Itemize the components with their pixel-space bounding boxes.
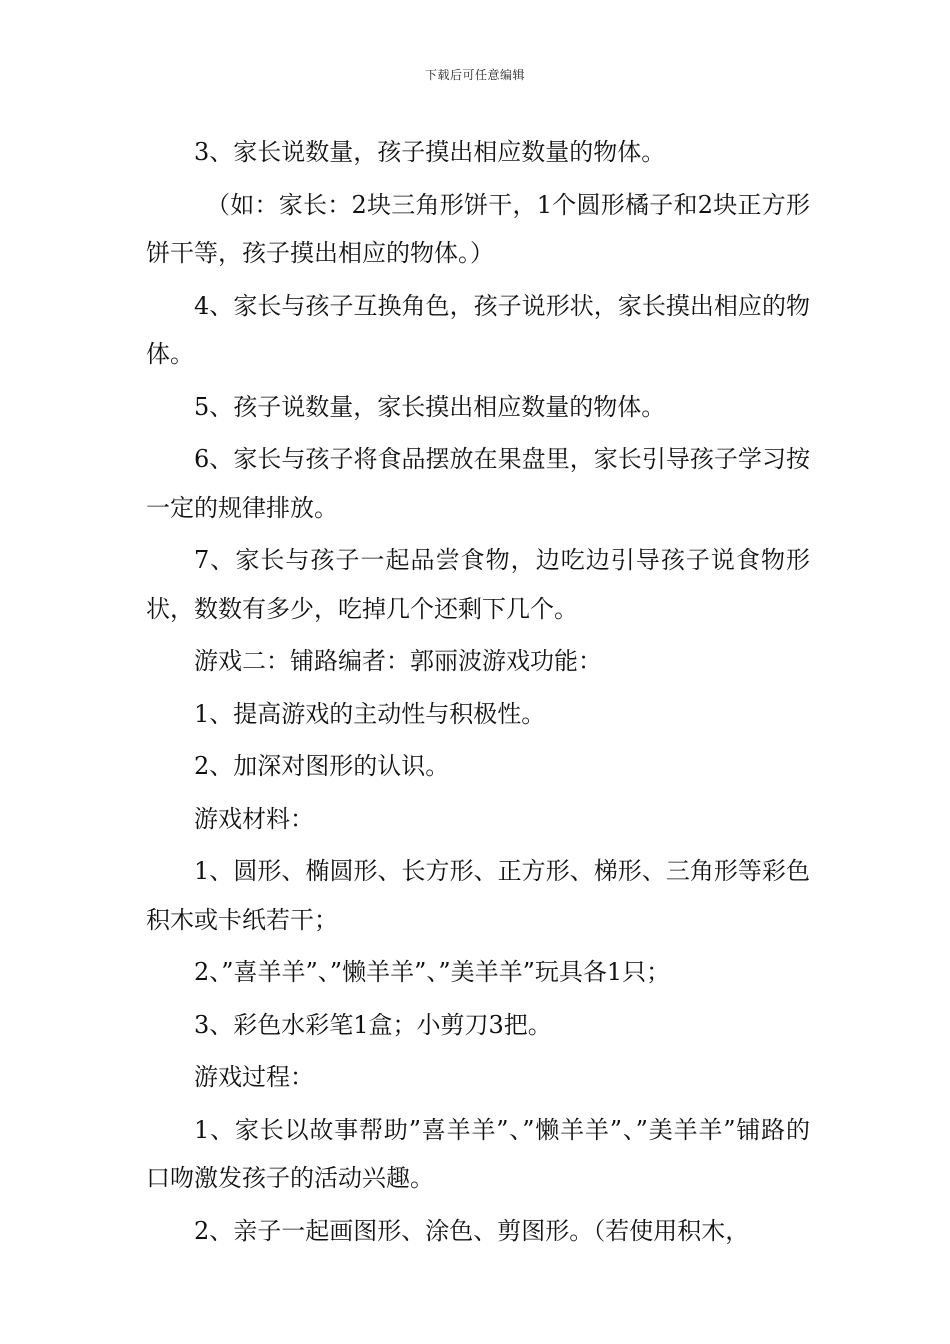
paragraph-example: （如：家长：2块三角形饼干，1个圆形橘子和2块正方形饼干等，孩子摸出相应的物体。）: [146, 190, 810, 267]
page-header: 下载后可任意编辑: [424, 68, 525, 82]
material-item-2: 2、”喜羊羊”、”懒羊羊”、”美羊羊”玩具各1只；: [194, 958, 671, 986]
paragraph-step-4: 4、家长与孩子互换角色，孩子说形状，家长摸出相应的物体。: [146, 291, 810, 368]
material-item-3: 3、彩色水彩笔1盒；小剪刀3把。: [194, 1010, 552, 1039]
process-heading: 游戏过程：: [194, 1063, 314, 1091]
paragraph-step-7: 7、家长与孩子一起品尝食物，边吃边引导孩子说食物形状，数数有多少，吃掉几个还剩下几个。: [146, 546, 810, 623]
game-two-title: 游戏二：铺路编者：郭丽波游戏功能：: [194, 647, 602, 675]
paragraph-step-6: 6、家长与孩子将食品摆放在果盘里，家长引导孩子学习按一定的规律排放。: [146, 445, 810, 522]
function-item-2: 2、加深对图形的认识。: [194, 752, 450, 780]
process-item-2: 2、亲子一起画图形、涂色、剪图形。（若使用积木，: [194, 1216, 750, 1245]
document-body: [146, 128, 810, 1259]
paragraph-step-5: 5、孩子说数量，家长摸出相应数量的物体。: [194, 392, 666, 421]
paragraph-step-3: 3、家长说数量，孩子摸出相应数量的物体。: [194, 138, 666, 166]
function-item-1: 1、提高游戏的主动性与积极性。: [194, 699, 546, 728]
materials-heading: 游戏材料：: [194, 804, 314, 833]
process-item-1: 1、家长以故事帮助”喜羊羊”、”懒羊羊”、”美羊羊”铺路的口吻激发孩子的活动兴趣。: [146, 1115, 810, 1192]
material-item-1: 1、圆形、椭圆形、长方形、正方形、梯形、三角形等彩色积木或卡纸若干；: [146, 857, 810, 934]
